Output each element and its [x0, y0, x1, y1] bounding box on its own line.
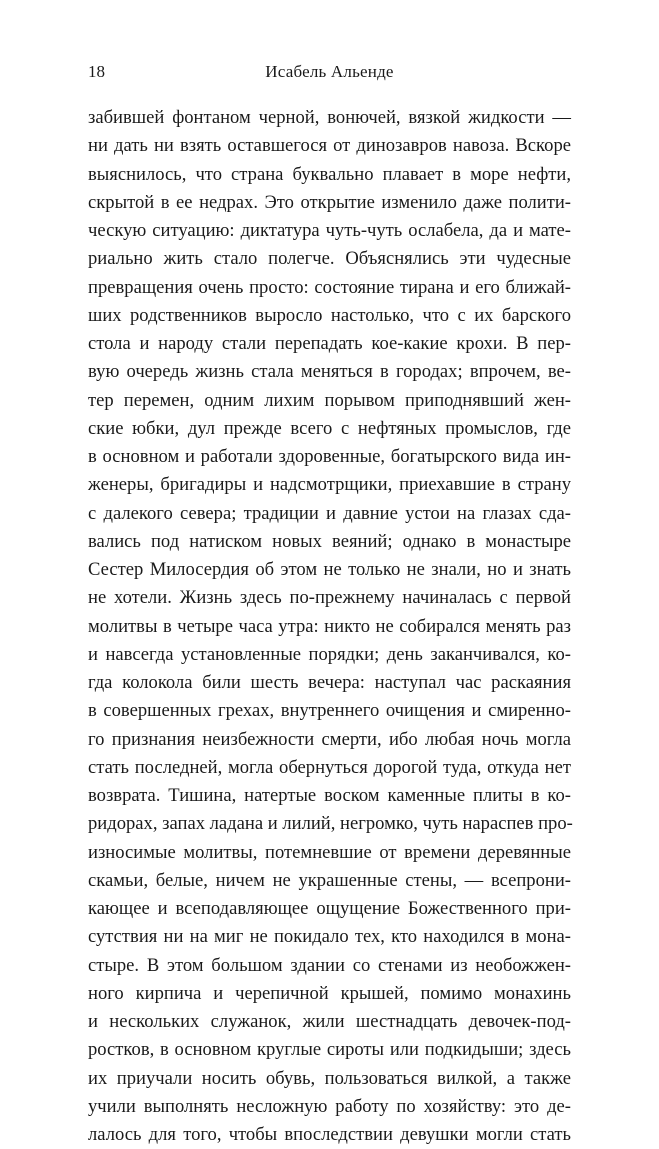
text-line: женеры, бригадиры и надсмотрщики, приехавшие в страну	[88, 474, 571, 496]
text-line: забившей фонтаном черной, вонючей, вязкой жидкости —	[88, 107, 571, 128]
text-line: и навсегда установленные порядки; день заканчивался, ко-	[88, 643, 571, 665]
text-line: ного кирпича и черепичной крышей, помимо монахинь	[88, 982, 571, 1004]
text-line: скамьи, белые, ничем не украшенные стены, — всепрони-	[88, 869, 571, 891]
text-line: лалось для того, чтобы впоследствии девушки могли стать	[88, 1124, 571, 1145]
text-line: ческую ситуацию: диктатура чуть-чуть ослабела, да и мате-	[88, 220, 571, 241]
text-line: в основном и работали здоровенные, богатырского вида ин-	[88, 446, 571, 467]
text-line: ших родственников выросло настолько, что с их барского	[88, 304, 571, 326]
text-line: выяснилось, что страна буквально плавает в море нефти,	[88, 163, 571, 185]
text-line: кающее и всеподавляющее ощущение Божественного при-	[88, 898, 571, 919]
page-header	[88, 62, 571, 86]
text-line: вались под натиском новых веяний; однако в монастыре	[88, 530, 571, 552]
text-line: не хотели. Жизнь здесь по-прежнему начиналась с первой	[88, 587, 571, 609]
text-line: тер перемен, одним лихим порывом приподнявший жен-	[88, 389, 571, 411]
text-line: Сестер Милосердия об этом не только не знали, но и знать	[88, 559, 571, 580]
page-number: 18	[88, 62, 105, 81]
text-line: стыре. В этом большом здании со стенами из необожжен-	[88, 954, 571, 976]
text-line: возврата. Тишина, натертые воском каменные плиты в ко-	[88, 785, 571, 806]
text-line: и нескольких служанок, жили шестнадцать девочек-под-	[88, 1011, 571, 1032]
text-line: превращения очень просто: состояние тирана и его ближай-	[88, 276, 571, 298]
text-line: учили выполнять несложную работу по хозяйству: это де-	[88, 1095, 571, 1117]
text-line: ридорах, запах ладана и лилий, негромко, чуть нараспев про-	[88, 813, 573, 835]
text-line: сутствия ни на миг не покидало тех, кто находился в мона-	[88, 926, 571, 948]
text-line: стола и народу стали перепадать кое-какие крохи. В пер-	[88, 333, 571, 354]
text-line: стать последней, могла обернуться дорогой туда, откуда нет	[88, 756, 571, 778]
text-line: гда колокола били шесть вечера: наступал час раскаяния	[88, 672, 571, 693]
text-line: ские юбки, дул прежде всего с нефтяных промыслов, где	[88, 417, 571, 439]
text-line: в совершенных грехах, внутреннего очищения и смиренно-	[88, 700, 571, 722]
text-line: с далекого севера; традиции и давние устои на глазах сда-	[88, 502, 571, 524]
body-text	[88, 104, 571, 1149]
text-line: молитвы в четыре часа утра: никто не собирался менять раз	[88, 615, 571, 637]
text-line: ни дать ни взять оставшегося от динозавров навоза. Вскоре	[88, 135, 571, 157]
text-line: скрытой в ее недрах. Это открытие изменило даже полити-	[88, 191, 571, 213]
text-line: их приучали носить обувь, пользоваться вилкой, а также	[88, 1067, 571, 1089]
text-line: вую очередь жизнь стала меняться в городах; впрочем, ве-	[88, 361, 571, 383]
text-line: риально жить стало полегче. Объяснялись эти чудесные	[88, 248, 571, 270]
text-line: износимые молитвы, потемневшие от времени деревянные	[88, 841, 571, 863]
text-line: го признания неизбежности смерти, ибо любая ночь могла	[88, 728, 571, 750]
text-line: ростков, в основном круглые сироты или подкидыши; здесь	[88, 1039, 571, 1061]
running-title: Исабель Альенде	[265, 62, 394, 81]
